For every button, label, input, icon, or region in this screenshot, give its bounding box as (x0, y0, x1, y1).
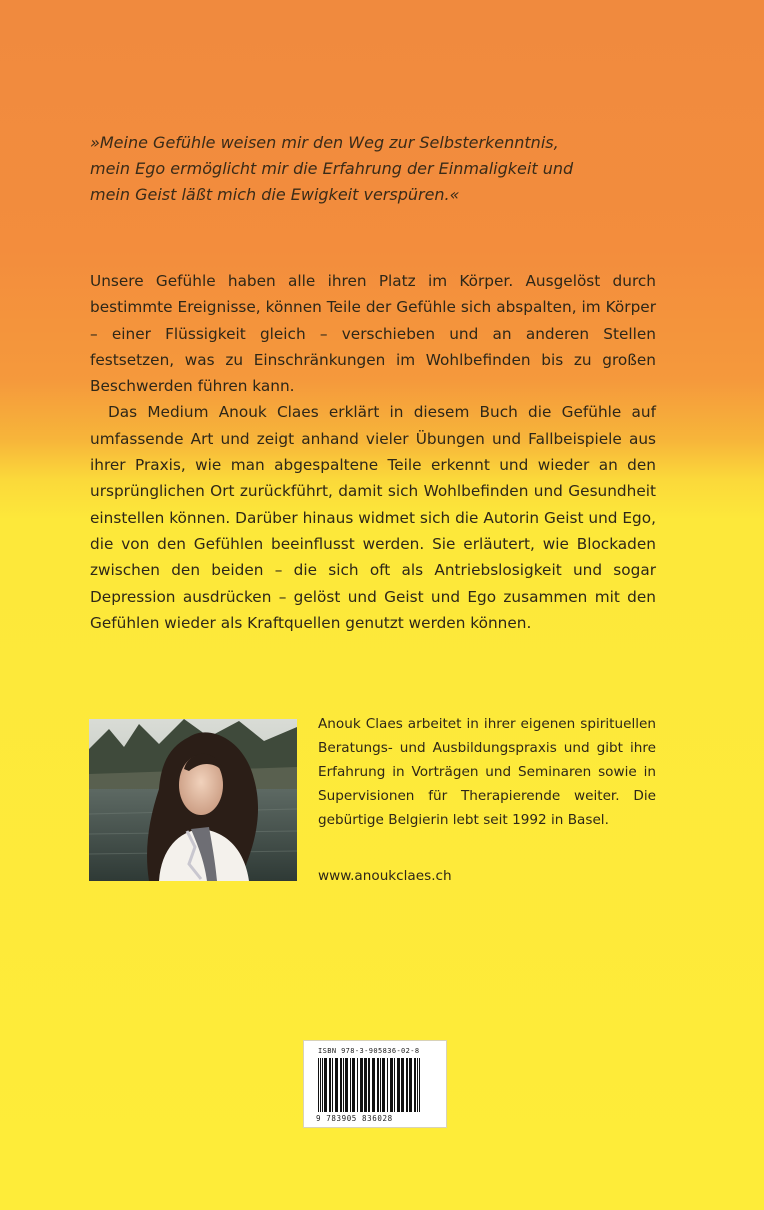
author-photo (89, 719, 297, 881)
barcode-bar (368, 1058, 370, 1112)
barcode-bar (401, 1058, 404, 1112)
barcode-bars (316, 1058, 434, 1114)
description-paragraph: Das Medium Anouk Claes erklärt in diesem Buch die Gefühle auf umfassende Art und zeigt anhand vieler Übungen und Fallbeispiele aus ihrer Praxis, wie man abgespaltene Teile erkennt und wieder an den ursprünglichen Ort zurückführt, damit sich Wohlbefinden und Gesundheit einstellen können. Darüber hinaus widmet sich die Autorin Geist und Ego, die von den Gefühlen beeinflusst werden. Sie erläutert, wie Blockaden zwischen den beiden – die sich oft als Antriebslosigkeit und sogar Depression ausdrücken – gelöst und Geist und Ego zusammen mit den Gefühlen wieder als Kraftquellen genutzt werden können. (90, 403, 656, 632)
barcode-bar (340, 1058, 342, 1112)
barcode-bar (417, 1058, 418, 1112)
bio-text: Anouk Claes arbeitet in ihrer eigenen spirituellen Beratungs- und Ausbildungspraxis und gibt ihre Erfahrung in Vorträgen und Seminaren sowie in Supervisionen für Therapierende weiter. Die gebürtige Belgierin lebt seit 1992 in Basel. (318, 716, 656, 828)
barcode-bar (406, 1058, 408, 1112)
author-website[interactable]: www.anoukclaes.ch (318, 868, 452, 884)
barcode-bar (372, 1058, 375, 1112)
quote-line: mein Geist läßt mich die Ewigkeit verspüren.« (90, 185, 460, 204)
barcode-bar (350, 1058, 351, 1112)
quote-line: mein Ego ermöglicht mir die Erfahrung der Einmaligkeit und (90, 159, 574, 178)
cover-quote (90, 130, 710, 208)
barcode-bar (364, 1058, 367, 1112)
isbn-label: ISBN 978-3-905836-02-8 (318, 1047, 420, 1055)
book-description (90, 268, 656, 636)
barcode-bar (352, 1058, 355, 1112)
description-paragraph: Unsere Gefühle haben alle ihren Platz im Körper. Ausgelöst durch bestimmte Ereignisse, können Teile der Gefühle sich abspalten, im Körper – einer Flüssigkeit gleich – verschieben und an anderen Stellen festsetzen, was zu Einschränkungen im Wohlbefinden bis zu großen Beschwerden führen kann. (90, 272, 656, 396)
barcode-bar (382, 1058, 385, 1112)
barcode-bar (324, 1058, 327, 1112)
barcode-bar (357, 1058, 358, 1112)
barcode-bar (414, 1058, 416, 1112)
barcode-bar (360, 1058, 363, 1112)
barcode-bar (387, 1058, 388, 1112)
barcode-bar (322, 1058, 323, 1112)
barcode-bar (332, 1058, 333, 1112)
barcode-bar (409, 1058, 412, 1112)
barcode-bar (397, 1058, 400, 1112)
barcode-bar (343, 1058, 344, 1112)
barcode-bar (320, 1058, 321, 1112)
barcode-bar (419, 1058, 420, 1112)
isbn-barcode (303, 1040, 447, 1128)
quote-line: »Meine Gefühle weisen mir den Weg zur Selbsterkenntnis, (90, 133, 559, 152)
barcode-bar (394, 1058, 395, 1112)
barcode-bar (380, 1058, 381, 1112)
ean-digits: 9 783905 836028 (316, 1114, 393, 1123)
barcode-bar (335, 1058, 338, 1112)
barcode-bar (345, 1058, 348, 1112)
barcode-bar (329, 1058, 331, 1112)
author-bio (318, 712, 656, 832)
barcode-bar (377, 1058, 379, 1112)
barcode-bar (390, 1058, 393, 1112)
barcode-bar (318, 1058, 319, 1112)
